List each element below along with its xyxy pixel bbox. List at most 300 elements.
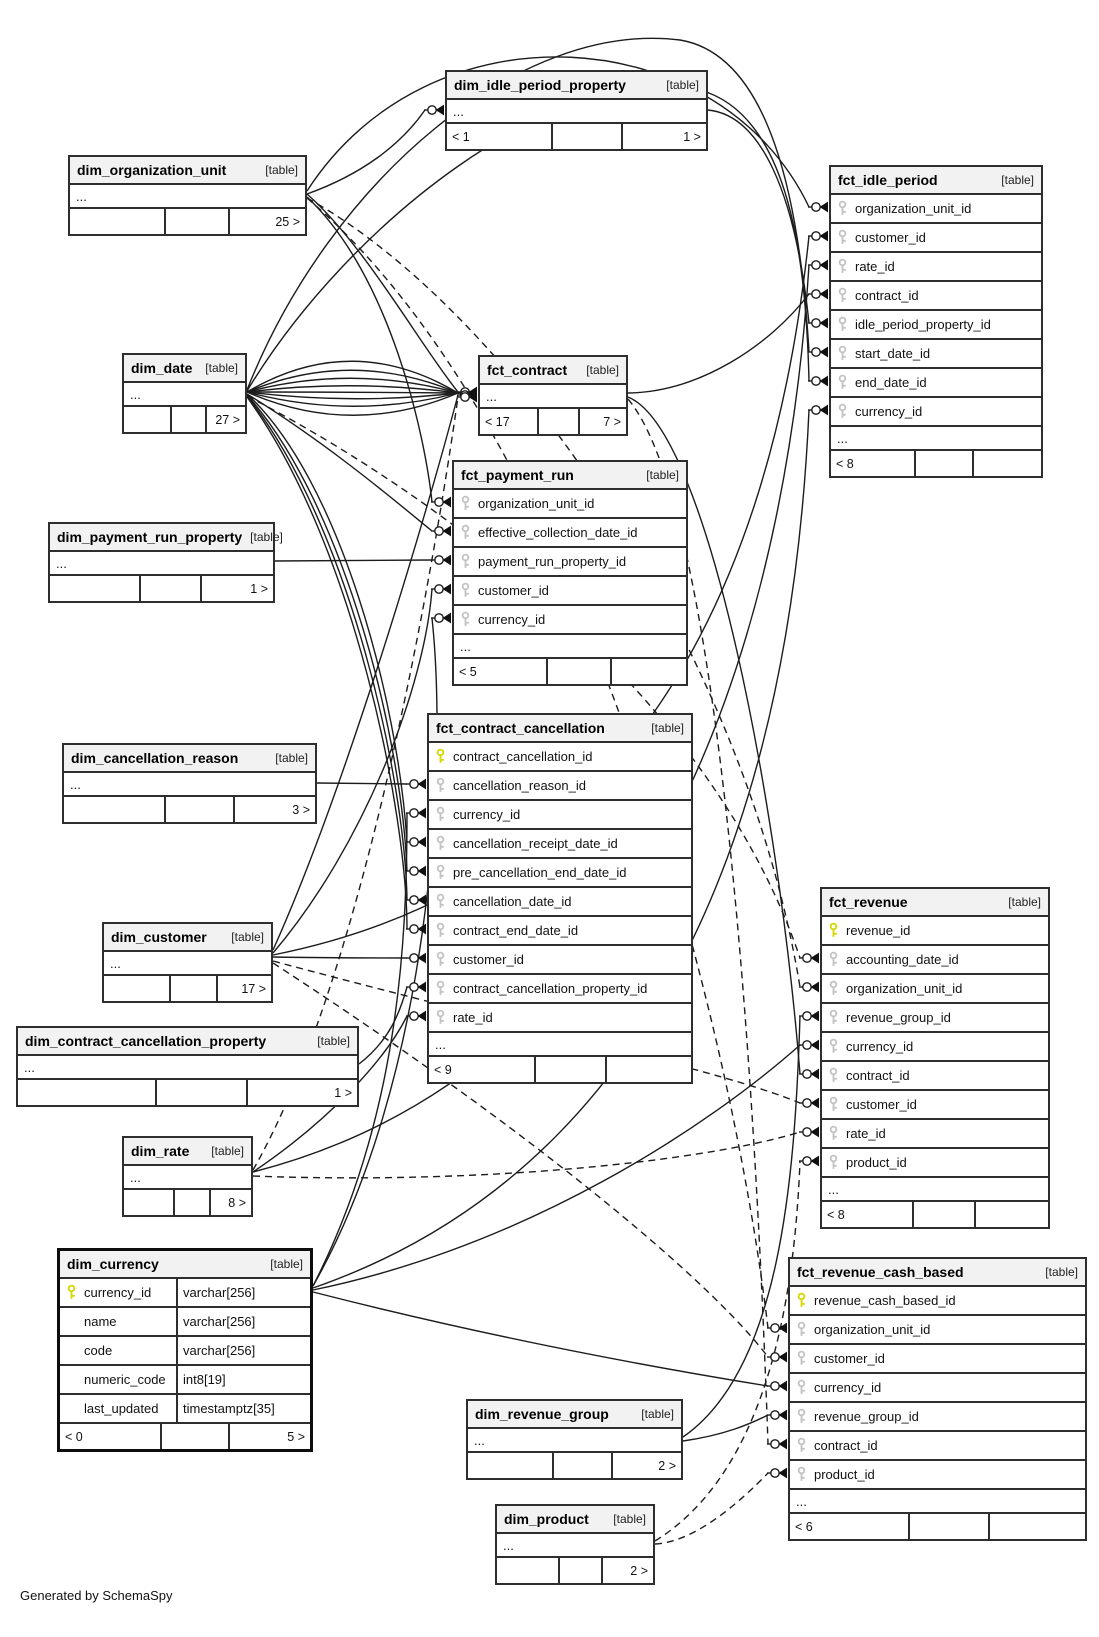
relationship-arrow bbox=[808, 405, 828, 416]
column-type: varchar[256] bbox=[183, 1343, 256, 1358]
table-fct_idle_period bbox=[829, 165, 1043, 478]
footer-cell bbox=[169, 976, 216, 1001]
column-name: product_id bbox=[846, 1155, 907, 1170]
foreign-key-icon bbox=[435, 980, 446, 997]
relationship-arrow bbox=[767, 1439, 787, 1450]
relationship-arrow bbox=[406, 866, 426, 877]
collapsed-columns-ellipsis: ... bbox=[429, 1033, 691, 1057]
table-name: dim_organization_unit bbox=[77, 162, 227, 178]
foreign-key-icon bbox=[435, 893, 446, 910]
column-name-cell bbox=[822, 1149, 1048, 1176]
column-name: product_id bbox=[814, 1467, 875, 1482]
collapsed-columns-ellipsis: ... bbox=[831, 427, 1041, 451]
table-header-dim_contract_cancellation_property[interactable] bbox=[18, 1028, 357, 1056]
column-name: rate_id bbox=[846, 1126, 886, 1141]
foreign-key-icon bbox=[435, 1009, 446, 1026]
table-footer bbox=[124, 407, 245, 432]
column-name: contract_end_date_id bbox=[453, 923, 579, 938]
column-row-fct_revenue-revenue_group_id bbox=[822, 1004, 1048, 1033]
relationship-arrow bbox=[808, 289, 828, 300]
column-name-cell bbox=[429, 801, 691, 828]
column-row-fct_revenue_cash_based-revenue_group_id bbox=[790, 1403, 1085, 1432]
table-tag: [table] bbox=[205, 361, 238, 375]
column-row-fct_contract_cancellation-currency_id bbox=[429, 801, 691, 830]
table-header-dim_organization_unit[interactable] bbox=[70, 157, 305, 185]
column-name-cell bbox=[60, 1366, 176, 1393]
foreign-key-icon bbox=[837, 287, 848, 304]
column-name: organization_unit_id bbox=[855, 201, 972, 216]
column-name-cell bbox=[790, 1316, 1085, 1343]
column-name-cell bbox=[60, 1279, 176, 1306]
column-name: payment_run_property_id bbox=[478, 554, 627, 569]
footer-cell: 1 > bbox=[621, 124, 706, 149]
primary-key-icon bbox=[435, 748, 446, 765]
column-name-cell bbox=[790, 1403, 1085, 1430]
column-name: rate_id bbox=[855, 259, 895, 274]
table-header-fct_contract_cancellation[interactable] bbox=[429, 715, 691, 743]
foreign-key-icon bbox=[435, 806, 446, 823]
relationship-line bbox=[317, 783, 407, 784]
footer-cell bbox=[610, 659, 686, 684]
column-row-fct_revenue_cash_based-revenue_cash_based_id bbox=[790, 1287, 1085, 1316]
table-tag: [table] bbox=[211, 1144, 244, 1158]
column-row-fct_payment_run-effective_collection_date_id bbox=[454, 519, 686, 548]
column-name-cell bbox=[822, 1062, 1048, 1089]
column-name: currency_id bbox=[855, 404, 923, 419]
table-footer bbox=[64, 797, 315, 822]
foreign-key-icon bbox=[837, 258, 848, 275]
footer-cell bbox=[139, 576, 200, 601]
foreign-key-icon bbox=[796, 1466, 807, 1483]
footer-cell: < 8 bbox=[836, 456, 854, 471]
column-name-cell bbox=[831, 398, 1041, 425]
foreign-key-icon bbox=[460, 524, 471, 541]
table-footer bbox=[60, 1424, 310, 1449]
column-name-cell bbox=[429, 917, 691, 944]
foreign-key-icon bbox=[796, 1408, 807, 1425]
column-name-cell bbox=[454, 490, 686, 517]
key-spacer bbox=[66, 1400, 77, 1417]
foreign-key-icon bbox=[828, 1154, 839, 1171]
column-row-fct_contract_cancellation-contract_cancellation_property_id bbox=[429, 975, 691, 1004]
collapsed-columns-ellipsis: ... bbox=[50, 552, 273, 576]
table-tag: [table] bbox=[641, 1407, 674, 1421]
column-type-cell bbox=[176, 1366, 310, 1393]
foreign-key-icon bbox=[828, 1038, 839, 1055]
table-header-dim_payment_run_property[interactable] bbox=[50, 524, 283, 552]
column-name: accounting_date_id bbox=[846, 952, 959, 967]
relationship-arrow bbox=[431, 584, 451, 595]
column-row-fct_revenue-contract_id bbox=[822, 1062, 1048, 1091]
foreign-key-icon bbox=[460, 553, 471, 570]
column-row-fct_contract_cancellation-contract_end_date_id bbox=[429, 917, 691, 946]
column-type: varchar[256] bbox=[183, 1314, 256, 1329]
key-spacer bbox=[66, 1313, 77, 1330]
column-name: last_updated bbox=[84, 1401, 159, 1416]
relationship-arrow bbox=[406, 808, 426, 819]
table-name: fct_revenue_cash_based bbox=[797, 1264, 964, 1280]
footer-cell: < 1 bbox=[452, 129, 470, 144]
footer-cell bbox=[552, 1453, 611, 1478]
footer-cell bbox=[546, 659, 609, 684]
foreign-key-icon bbox=[796, 1379, 807, 1396]
table-fct_contract_cancellation bbox=[427, 713, 693, 1084]
table-footer bbox=[429, 1057, 691, 1082]
relationship-arrow bbox=[424, 105, 444, 116]
relationship-arrow bbox=[767, 1410, 787, 1421]
column-row-fct_idle_period-contract_id bbox=[831, 282, 1041, 311]
footer-cell: < 6 bbox=[795, 1519, 813, 1534]
column-row-fct_revenue_cash_based-customer_id bbox=[790, 1345, 1085, 1374]
foreign-key-icon bbox=[435, 922, 446, 939]
column-type: int8[19] bbox=[183, 1372, 226, 1387]
foreign-key-icon bbox=[435, 951, 446, 968]
footer-cell bbox=[497, 1558, 558, 1583]
collapsed-columns-ellipsis: ... bbox=[468, 1429, 681, 1453]
relationship-arrow bbox=[767, 1381, 787, 1392]
relationship-arrow bbox=[808, 318, 828, 329]
table-name: dim_product bbox=[504, 1511, 589, 1527]
foreign-key-icon bbox=[837, 316, 848, 333]
collapsed-columns-ellipsis: ... bbox=[822, 1178, 1048, 1202]
column-name: contract_id bbox=[814, 1438, 878, 1453]
table-tag: [table] bbox=[651, 721, 684, 735]
collapsed-columns-ellipsis: ... bbox=[124, 1166, 251, 1190]
column-row-fct_idle_period-customer_id bbox=[831, 224, 1041, 253]
relationship-line bbox=[655, 1161, 800, 1541]
relationship-arrow bbox=[808, 202, 828, 213]
relationship-line bbox=[655, 1473, 768, 1544]
footer-cell bbox=[914, 451, 972, 476]
collapsed-columns-ellipsis: ... bbox=[790, 1490, 1085, 1514]
footer-cell: 8 > bbox=[209, 1190, 251, 1215]
column-name: code bbox=[84, 1343, 113, 1358]
relationship-arrow bbox=[406, 837, 426, 848]
relationship-arrow bbox=[431, 613, 451, 624]
column-name-cell bbox=[454, 519, 686, 546]
foreign-key-icon bbox=[837, 229, 848, 246]
relationship-arrow bbox=[808, 376, 828, 387]
column-name-cell bbox=[454, 548, 686, 575]
foreign-key-icon bbox=[828, 1067, 839, 1084]
relationship-arrow bbox=[767, 1323, 787, 1334]
column-name-cell bbox=[831, 282, 1041, 309]
footer-cell bbox=[50, 576, 139, 601]
relationship-arrow bbox=[406, 953, 426, 964]
collapsed-columns-ellipsis: ... bbox=[454, 635, 686, 659]
table-header-dim_cancellation_reason[interactable] bbox=[64, 745, 315, 773]
table-header-dim_revenue_group[interactable] bbox=[468, 1401, 681, 1429]
column-name: customer_id bbox=[846, 1097, 917, 1112]
footer-cell bbox=[605, 1057, 691, 1082]
table-dim_payment_run_property bbox=[48, 522, 283, 603]
footer-cell: 2 > bbox=[611, 1453, 681, 1478]
table-footer bbox=[447, 124, 706, 149]
column-name: customer_id bbox=[453, 952, 524, 967]
relationship-line bbox=[273, 957, 407, 958]
column-name-cell bbox=[790, 1345, 1085, 1372]
column-row-fct_payment_run-currency_id bbox=[454, 606, 686, 635]
foreign-key-icon bbox=[828, 1096, 839, 1113]
footer-cell: 3 > bbox=[233, 797, 315, 822]
table-header-fct_revenue_cash_based[interactable] bbox=[790, 1259, 1085, 1287]
table-header-fct_payment_run[interactable] bbox=[454, 462, 686, 490]
collapsed-columns-ellipsis: ... bbox=[497, 1534, 653, 1558]
relationship-arrow bbox=[808, 260, 828, 271]
table-tag: [table] bbox=[250, 530, 283, 544]
footer-cell: < 0 bbox=[65, 1429, 83, 1444]
column-name-cell bbox=[822, 917, 1048, 944]
footer-cell bbox=[155, 1080, 246, 1105]
column-name-cell bbox=[454, 577, 686, 604]
column-name-cell bbox=[831, 369, 1041, 396]
key-spacer bbox=[66, 1371, 77, 1388]
table-dim_cancellation_reason bbox=[62, 743, 317, 824]
table-dim_rate bbox=[122, 1136, 253, 1217]
footer-cell bbox=[908, 1514, 988, 1539]
column-name-cell bbox=[822, 975, 1048, 1002]
column-name: name bbox=[84, 1314, 117, 1329]
column-name-cell bbox=[429, 772, 691, 799]
relationship-arrow bbox=[431, 497, 451, 508]
relationship-line bbox=[628, 294, 809, 393]
column-row-dim_currency-numeric_code bbox=[60, 1366, 310, 1395]
column-name-cell bbox=[429, 859, 691, 886]
column-name-cell bbox=[790, 1287, 1085, 1314]
column-name-cell bbox=[60, 1308, 176, 1335]
table-header-fct_idle_period[interactable] bbox=[831, 167, 1041, 195]
footer-cell bbox=[537, 409, 578, 434]
column-name: revenue_group_id bbox=[814, 1409, 919, 1424]
relationship-arrow bbox=[799, 982, 819, 993]
column-row-fct_contract_cancellation-cancellation_date_id bbox=[429, 888, 691, 917]
generator-credit: Generated by SchemaSpy bbox=[20, 1588, 173, 1603]
column-type: timestamptz[35] bbox=[183, 1401, 275, 1416]
column-row-fct_contract_cancellation-contract_cancellation_id bbox=[429, 743, 691, 772]
relationship-arrow bbox=[808, 231, 828, 242]
table-name: fct_contract bbox=[487, 362, 568, 378]
column-row-fct_idle_period-end_date_id bbox=[831, 369, 1041, 398]
collapsed-columns-ellipsis: ... bbox=[18, 1056, 357, 1080]
key-spacer bbox=[66, 1342, 77, 1359]
column-name: revenue_group_id bbox=[846, 1010, 951, 1025]
column-name-cell bbox=[790, 1432, 1085, 1459]
footer-cell bbox=[972, 451, 1041, 476]
table-footer bbox=[70, 209, 305, 234]
relationship-arrow bbox=[406, 779, 426, 790]
column-row-fct_contract_cancellation-cancellation_reason_id bbox=[429, 772, 691, 801]
table-header-fct_revenue[interactable] bbox=[822, 889, 1048, 917]
footer-cell bbox=[988, 1514, 1085, 1539]
table-dim_contract_cancellation_property bbox=[16, 1026, 359, 1107]
table-fct_payment_run bbox=[452, 460, 688, 686]
column-row-fct_idle_period-rate_id bbox=[831, 253, 1041, 282]
column-row-fct_revenue-customer_id bbox=[822, 1091, 1048, 1120]
table-tag: [table] bbox=[646, 468, 679, 482]
column-row-dim_currency-code bbox=[60, 1337, 310, 1366]
table-name: dim_customer bbox=[111, 929, 207, 945]
column-type-cell bbox=[176, 1308, 310, 1335]
table-tag: [table] bbox=[666, 78, 699, 92]
table-header-dim_currency[interactable] bbox=[60, 1251, 310, 1279]
relationship-arrow bbox=[799, 953, 819, 964]
column-row-fct_payment_run-customer_id bbox=[454, 577, 686, 606]
footer-cell: 27 > bbox=[205, 407, 245, 432]
footer-cell: < 5 bbox=[459, 664, 477, 679]
table-tag: [table] bbox=[1001, 173, 1034, 187]
column-name: currency_id bbox=[478, 612, 546, 627]
table-header-dim_rate[interactable] bbox=[124, 1138, 251, 1166]
foreign-key-icon bbox=[435, 864, 446, 881]
footer-cell bbox=[124, 407, 170, 432]
footer-cell bbox=[534, 1057, 605, 1082]
column-row-fct_revenue_cash_based-contract_id bbox=[790, 1432, 1085, 1461]
column-name-cell bbox=[790, 1461, 1085, 1488]
footer-cell bbox=[164, 797, 232, 822]
footer-cell bbox=[70, 209, 164, 234]
column-name: end_date_id bbox=[855, 375, 927, 390]
relationship-line bbox=[253, 1132, 800, 1178]
table-name: dim_revenue_group bbox=[475, 1406, 609, 1422]
table-footer bbox=[822, 1202, 1048, 1227]
footer-cell: < 9 bbox=[434, 1062, 452, 1077]
column-name-cell bbox=[831, 195, 1041, 222]
column-row-fct_idle_period-organization_unit_id bbox=[831, 195, 1041, 224]
column-row-fct_revenue_cash_based-organization_unit_id bbox=[790, 1316, 1085, 1345]
column-name: contract_id bbox=[855, 288, 919, 303]
column-row-fct_contract_cancellation-cancellation_receipt_date_id bbox=[429, 830, 691, 859]
column-name: cancellation_reason_id bbox=[453, 778, 586, 793]
table-header-dim_idle_period_property[interactable] bbox=[447, 72, 706, 100]
column-row-fct_idle_period-start_date_id bbox=[831, 340, 1041, 369]
relationship-arrow bbox=[799, 1156, 819, 1167]
footer-cell bbox=[468, 1453, 552, 1478]
table-fct_revenue bbox=[820, 887, 1050, 1229]
footer-cell bbox=[974, 1202, 1048, 1227]
column-row-fct_contract_cancellation-customer_id bbox=[429, 946, 691, 975]
table-name: dim_currency bbox=[67, 1256, 159, 1272]
column-name: organization_unit_id bbox=[478, 496, 595, 511]
table-name: dim_idle_period_property bbox=[454, 77, 626, 93]
column-name-cell bbox=[60, 1395, 176, 1422]
foreign-key-icon bbox=[837, 403, 848, 420]
relationship-arrow bbox=[799, 1098, 819, 1109]
column-name: pre_cancellation_end_date_id bbox=[453, 865, 627, 880]
column-row-fct_idle_period-idle_period_property_id bbox=[831, 311, 1041, 340]
column-name-cell bbox=[429, 946, 691, 973]
footer-cell bbox=[173, 1190, 209, 1215]
primary-key-icon bbox=[66, 1284, 77, 1301]
collapsed-columns-ellipsis: ... bbox=[104, 952, 271, 976]
collapsed-columns-ellipsis: ... bbox=[64, 773, 315, 797]
column-name: numeric_code bbox=[84, 1372, 166, 1387]
column-name-cell bbox=[831, 224, 1041, 251]
collapsed-columns-ellipsis: ... bbox=[70, 185, 305, 209]
foreign-key-icon bbox=[460, 611, 471, 628]
column-name-cell bbox=[790, 1374, 1085, 1401]
table-header-dim_customer[interactable] bbox=[104, 924, 271, 952]
column-name: currency_id bbox=[84, 1285, 152, 1300]
column-name-cell bbox=[429, 830, 691, 857]
table-tag: [table] bbox=[613, 1512, 646, 1526]
relationship-arrow bbox=[406, 895, 426, 906]
column-row-dim_currency-name bbox=[60, 1308, 310, 1337]
foreign-key-icon bbox=[828, 980, 839, 997]
column-row-fct_idle_period-currency_id bbox=[831, 398, 1041, 427]
foreign-key-icon bbox=[837, 374, 848, 391]
table-name: fct_contract_cancellation bbox=[436, 720, 605, 736]
table-name: fct_idle_period bbox=[838, 172, 938, 188]
table-footer bbox=[124, 1190, 251, 1215]
collapsed-columns-ellipsis: ... bbox=[124, 383, 245, 407]
table-dim_currency bbox=[57, 1248, 313, 1452]
foreign-key-icon bbox=[435, 777, 446, 794]
footer-cell bbox=[64, 797, 164, 822]
table-tag: [table] bbox=[275, 751, 308, 765]
column-name-cell bbox=[822, 1091, 1048, 1118]
table-tag: [table] bbox=[265, 163, 298, 177]
foreign-key-icon bbox=[828, 951, 839, 968]
column-row-fct_revenue-organization_unit_id bbox=[822, 975, 1048, 1004]
table-fct_revenue_cash_based bbox=[788, 1257, 1087, 1541]
column-type-cell bbox=[176, 1279, 310, 1306]
column-name-cell bbox=[429, 1004, 691, 1031]
footer-cell: 5 > bbox=[228, 1424, 310, 1449]
column-row-fct_contract_cancellation-pre_cancellation_end_date_id bbox=[429, 859, 691, 888]
column-row-fct_revenue-rate_id bbox=[822, 1120, 1048, 1149]
collapsed-columns-ellipsis: ... bbox=[447, 100, 706, 124]
footer-cell bbox=[18, 1080, 155, 1105]
foreign-key-icon bbox=[837, 200, 848, 217]
foreign-key-icon bbox=[460, 495, 471, 512]
relationship-arrow bbox=[767, 1468, 787, 1479]
table-footer bbox=[497, 1558, 653, 1583]
footer-cell bbox=[124, 1190, 173, 1215]
table-footer bbox=[480, 409, 626, 434]
column-name: cancellation_receipt_date_id bbox=[453, 836, 618, 851]
foreign-key-icon bbox=[828, 1009, 839, 1026]
column-name-cell bbox=[429, 743, 691, 770]
column-name-cell bbox=[831, 340, 1041, 367]
table-name: fct_payment_run bbox=[461, 467, 574, 483]
column-row-fct_revenue-revenue_id bbox=[822, 917, 1048, 946]
table-header-dim_date[interactable] bbox=[124, 355, 245, 383]
table-header-dim_product[interactable] bbox=[497, 1506, 653, 1534]
foreign-key-icon bbox=[796, 1350, 807, 1367]
footer-cell: < 8 bbox=[827, 1207, 845, 1222]
relationship-line bbox=[313, 1292, 768, 1386]
column-name: effective_collection_date_id bbox=[478, 525, 638, 540]
footer-cell: 7 > bbox=[578, 409, 626, 434]
table-dim_product bbox=[495, 1504, 655, 1585]
foreign-key-icon bbox=[796, 1321, 807, 1338]
table-name: fct_revenue bbox=[829, 894, 908, 910]
table-tag: [table] bbox=[317, 1034, 350, 1048]
column-row-fct_revenue-currency_id bbox=[822, 1033, 1048, 1062]
relationship-arrow bbox=[767, 1352, 787, 1363]
column-name: start_date_id bbox=[855, 346, 931, 361]
column-type-cell bbox=[176, 1337, 310, 1364]
table-dim_date bbox=[122, 353, 247, 434]
table-header-fct_contract[interactable] bbox=[480, 357, 626, 385]
table-name: dim_contract_cancellation_property bbox=[25, 1033, 267, 1049]
table-name: dim_date bbox=[131, 360, 193, 376]
column-name-cell bbox=[454, 606, 686, 633]
column-name: organization_unit_id bbox=[814, 1322, 931, 1337]
column-name-cell bbox=[429, 888, 691, 915]
table-footer bbox=[790, 1514, 1085, 1539]
column-row-dim_currency-last_updated bbox=[60, 1395, 310, 1424]
